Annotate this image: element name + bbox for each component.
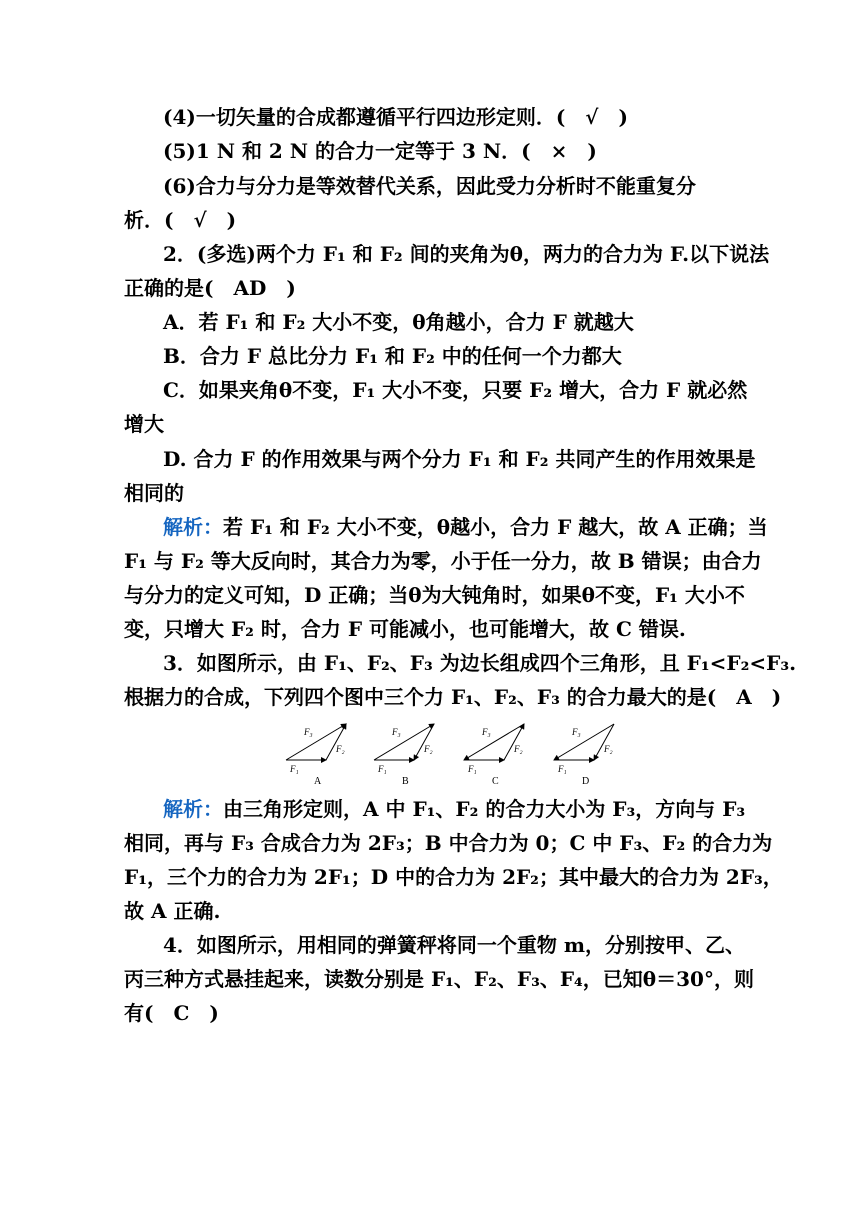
q3-analysis-line1 bbox=[163, 792, 746, 826]
q3-stem-line2: 根据力的合成，下列四个图中三个力 F₁、F₂、F₃ 的合力最大的是( A ) bbox=[124, 685, 782, 709]
q3-analysis-line3: F₁，三个力的合力为 2F₁；D 中的合力为 2F₂；其中最大的合力为 2F₃， bbox=[124, 865, 783, 889]
q2-option-c-line2: 增大 bbox=[124, 412, 164, 436]
figure-label-c: C bbox=[492, 776, 499, 787]
statement-5: (5)1 N 和 2 N 的合力一定等于 3 N．( × ) bbox=[163, 139, 597, 163]
q3-analysis-line4: 故 A 正确. bbox=[124, 899, 221, 923]
q2-analysis-line4: 变，只增大 F₂ 时，合力 F 可能减小，也可能增大，故 C 错误. bbox=[124, 617, 686, 641]
triangle-d bbox=[554, 724, 614, 787]
q4-stem-line2: 丙三种方式悬挂起来，读数分别是 F₁、F₂、F₃、F₄，已知θ＝30°，则 bbox=[124, 967, 754, 991]
f1-label: F₁ bbox=[468, 764, 477, 774]
q2-analysis-line1 bbox=[163, 510, 768, 544]
q2-option-d-line1: D. 合力 F 的作用效果与两个分力 F₁ 和 F₂ 共同产生的作用效果是 bbox=[163, 447, 756, 471]
triangle-b bbox=[374, 724, 434, 787]
force-triangles-figure bbox=[278, 718, 618, 788]
f3-label: F₃ bbox=[304, 727, 313, 737]
q2-option-b: B．合力 F 总比分力 F₁ 和 F₂ 中的任何一个力都大 bbox=[163, 344, 622, 368]
f1-label: F₁ bbox=[558, 764, 567, 774]
analysis-label: 解析： bbox=[163, 515, 223, 539]
q4-stem-line1: 4．如图所示，用相同的弹簧秤将同一个重物 m，分别按甲、乙、 bbox=[163, 933, 746, 957]
f1-label: F₁ bbox=[378, 764, 387, 774]
f1-label: F₁ bbox=[290, 764, 299, 774]
q2-stem-line1: 2．(多选)两个力 F₁ 和 F₂ 间的夹角为θ，两力的合力为 F.以下说法 bbox=[163, 242, 770, 266]
triangle-a bbox=[286, 724, 346, 787]
figure-label-a: A bbox=[314, 776, 322, 787]
q2-option-c-line1: C．如果夹角θ不变，F₁ 大小不变，只要 F₂ 增大，合力 F 就必然 bbox=[163, 378, 748, 402]
f3-label: F₃ bbox=[572, 727, 581, 737]
q3-analysis-line2: 相同，再与 F₃ 合成合力为 2F₃；B 中合力为 0；C 中 F₃、F₂ 的合力为 bbox=[124, 831, 773, 855]
q3-stem-line1: 3．如图所示，由 F₁、F₂、F₃ 为边长组成四个三角形，且 F₁<F₂<F₃. bbox=[163, 651, 797, 675]
f2-label: F₂ bbox=[424, 744, 433, 754]
analysis-text: 若 F₁ 和 F₂ 大小不变，θ越小，合力 F 越大，故 A 正确；当 bbox=[223, 515, 768, 539]
q2-option-a: A．若 F₁ 和 F₂ 大小不变，θ角越小，合力 F 就越大 bbox=[163, 310, 634, 334]
q2-analysis-line3: 与分力的定义可知，D 正确；当θ为大钝角时，如果θ不变，F₁ 大小不 bbox=[124, 583, 745, 607]
figure-label-b: B bbox=[402, 776, 409, 787]
analysis-label: 解析： bbox=[163, 797, 223, 821]
q2-stem-line2: 正确的是( AD ) bbox=[124, 276, 296, 300]
f2-label: F₂ bbox=[604, 744, 613, 754]
analysis-text: 由三角形定则，A 中 F₁、F₂ 的合力大小为 F₃，方向与 F₃ bbox=[223, 797, 746, 821]
q2-option-d-line2: 相同的 bbox=[124, 481, 184, 505]
triangle-c bbox=[464, 724, 524, 787]
q4-stem-line3: 有( C ) bbox=[124, 1001, 219, 1025]
f2-label: F₂ bbox=[336, 744, 345, 754]
f2-label: F₂ bbox=[514, 744, 523, 754]
statement-6-line2: 析．( √ ) bbox=[124, 208, 237, 232]
f3-label: F₃ bbox=[392, 727, 401, 737]
q2-analysis-line2: F₁ 与 F₂ 等大反向时，其合力为零，小于任一分力，故 B 错误；由合力 bbox=[124, 549, 762, 573]
statement-6-line1: (6)合力与分力是等效替代关系，因此受力分析时不能重复分 bbox=[163, 174, 696, 198]
statement-4: (4)一切矢量的合成都遵循平行四边形定则．( √ ) bbox=[163, 105, 628, 129]
f3-label: F₃ bbox=[482, 727, 491, 737]
figure-label-d: D bbox=[582, 776, 590, 787]
